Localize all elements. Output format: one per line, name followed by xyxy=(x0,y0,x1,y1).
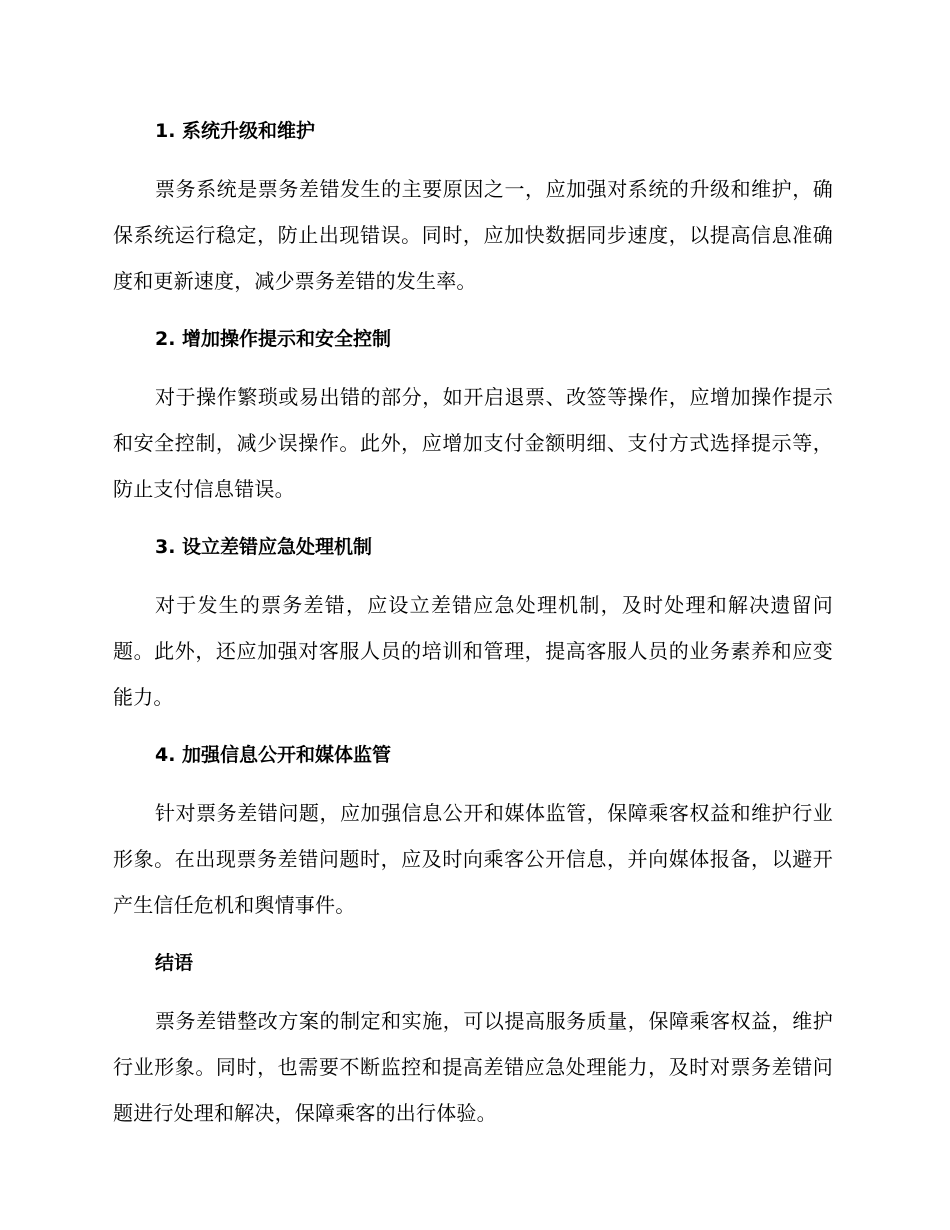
section-heading-operation-prompts: 2. 增加操作提示和安全控制 xyxy=(155,328,392,350)
section-paragraph-operation-prompts: 对于操作繁琐或易出错的部分，如开启退票、改签等操作，应增加操作提示和安全控制，减少误操作。此外，应增加支付金额明细、支付方式选择提示等，防止支付信息错误。 xyxy=(113,385,833,501)
section-paragraph-system-upgrade: 票务系统是票务差错发生的主要原因之一，应加强对系统的升级和维护，确保系统运行稳定，防止出现错误。同时，应加快数据同步速度，以提高信息准确度和更新速度，减少票务差错的发生率。 xyxy=(113,177,833,293)
section-paragraph-conclusion: 票务差错整改方案的制定和实施，可以提高服务质量，保障乘客权益，维护行业形象。同时，也需要不断监控和提高差错应急处理能力，及时对票务差错问题进行处理和解决，保障乘客的出行体验。 xyxy=(113,1009,833,1125)
section-paragraph-emergency-mechanism: 对于发生的票务差错，应设立差错应急处理机制，及时处理和解决遗留问题。此外，还应加强对客服人员的培训和管理，提高客服人员的业务素养和应变能力。 xyxy=(113,593,833,709)
section-heading-system-upgrade: 1. 系统升级和维护 xyxy=(155,120,316,142)
section-heading-emergency-mechanism: 3. 设立差错应急处理机制 xyxy=(155,536,373,558)
document-body xyxy=(113,108,833,1148)
section-heading-information-disclosure: 4. 加强信息公开和媒体监管 xyxy=(155,744,392,766)
section-heading-conclusion: 结语 xyxy=(155,952,194,974)
section-paragraph-information-disclosure: 针对票务差错问题，应加强信息公开和媒体监管，保障乘客权益和维护行业形象。在出现票务差错问题时，应及时向乘客公开信息，并向媒体报备，以避开产生信任危机和舆情事件。 xyxy=(113,801,833,917)
